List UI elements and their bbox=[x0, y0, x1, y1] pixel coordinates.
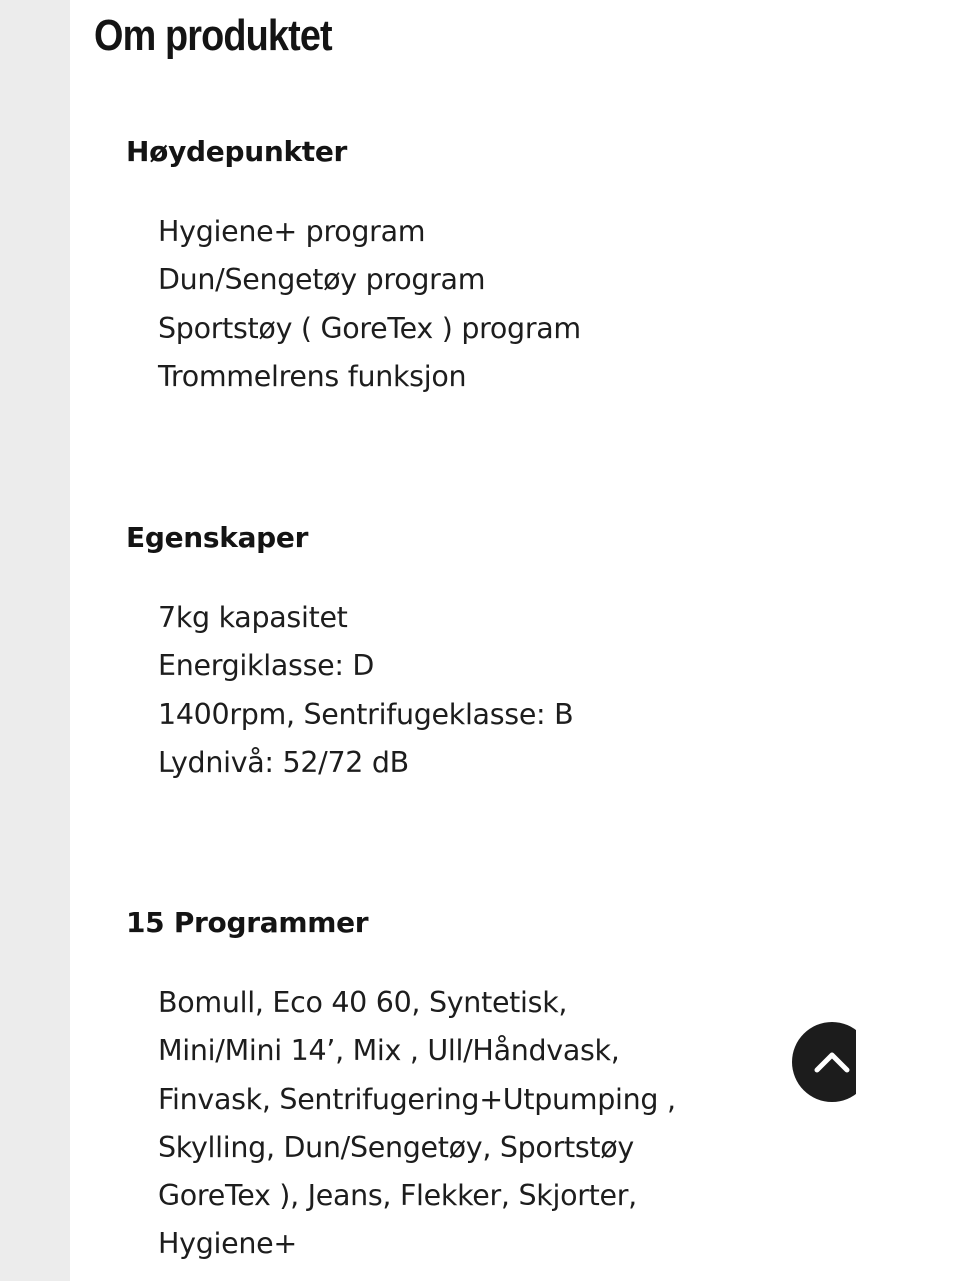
list-item: GoreTex ), Jeans, Flekker, Skjorter, bbox=[158, 1179, 637, 1213]
chevron-up-icon bbox=[812, 1049, 852, 1075]
page-gutter bbox=[0, 0, 70, 1281]
list-item: Bomull, Eco 40 60, Syntetisk, bbox=[158, 986, 568, 1019]
list-item: 1400rpm, Sentrifugeklasse: B bbox=[158, 697, 574, 731]
list-item: Skylling, Dun/Sengetøy, Sportstøy bbox=[158, 1130, 634, 1164]
list-item: Hygiene+ program bbox=[158, 215, 426, 248]
list-item: Trommelrens funksjon bbox=[158, 359, 467, 393]
list-item: Hygiene+ bbox=[158, 1227, 297, 1261]
panel-edge bbox=[856, 1010, 960, 1120]
section-heading-programs: 15 Programmer bbox=[126, 906, 369, 939]
list-item: Dun/Sengetøy program bbox=[158, 263, 486, 297]
list-item: 7kg kapasitet bbox=[158, 601, 348, 634]
list-item: Sportstøy ( GoreTex ) program bbox=[158, 311, 581, 345]
features-list bbox=[158, 594, 573, 787]
highlights-list bbox=[158, 208, 581, 401]
list-item: Energiklasse: D bbox=[158, 649, 375, 683]
programs-list bbox=[158, 979, 676, 1269]
section-heading-highlights: Høydepunkter bbox=[126, 135, 348, 168]
section-heading-features: Egenskaper bbox=[126, 521, 309, 554]
page-title: Om produktet bbox=[94, 11, 332, 60]
list-item: Mini/Mini 14’, Mix , Ull/Håndvask, bbox=[158, 1034, 620, 1068]
list-item: Lydnivå: 52/72 dB bbox=[158, 745, 409, 779]
list-item: Finvask, Sentrifugering+Utpumping , bbox=[158, 1082, 676, 1116]
